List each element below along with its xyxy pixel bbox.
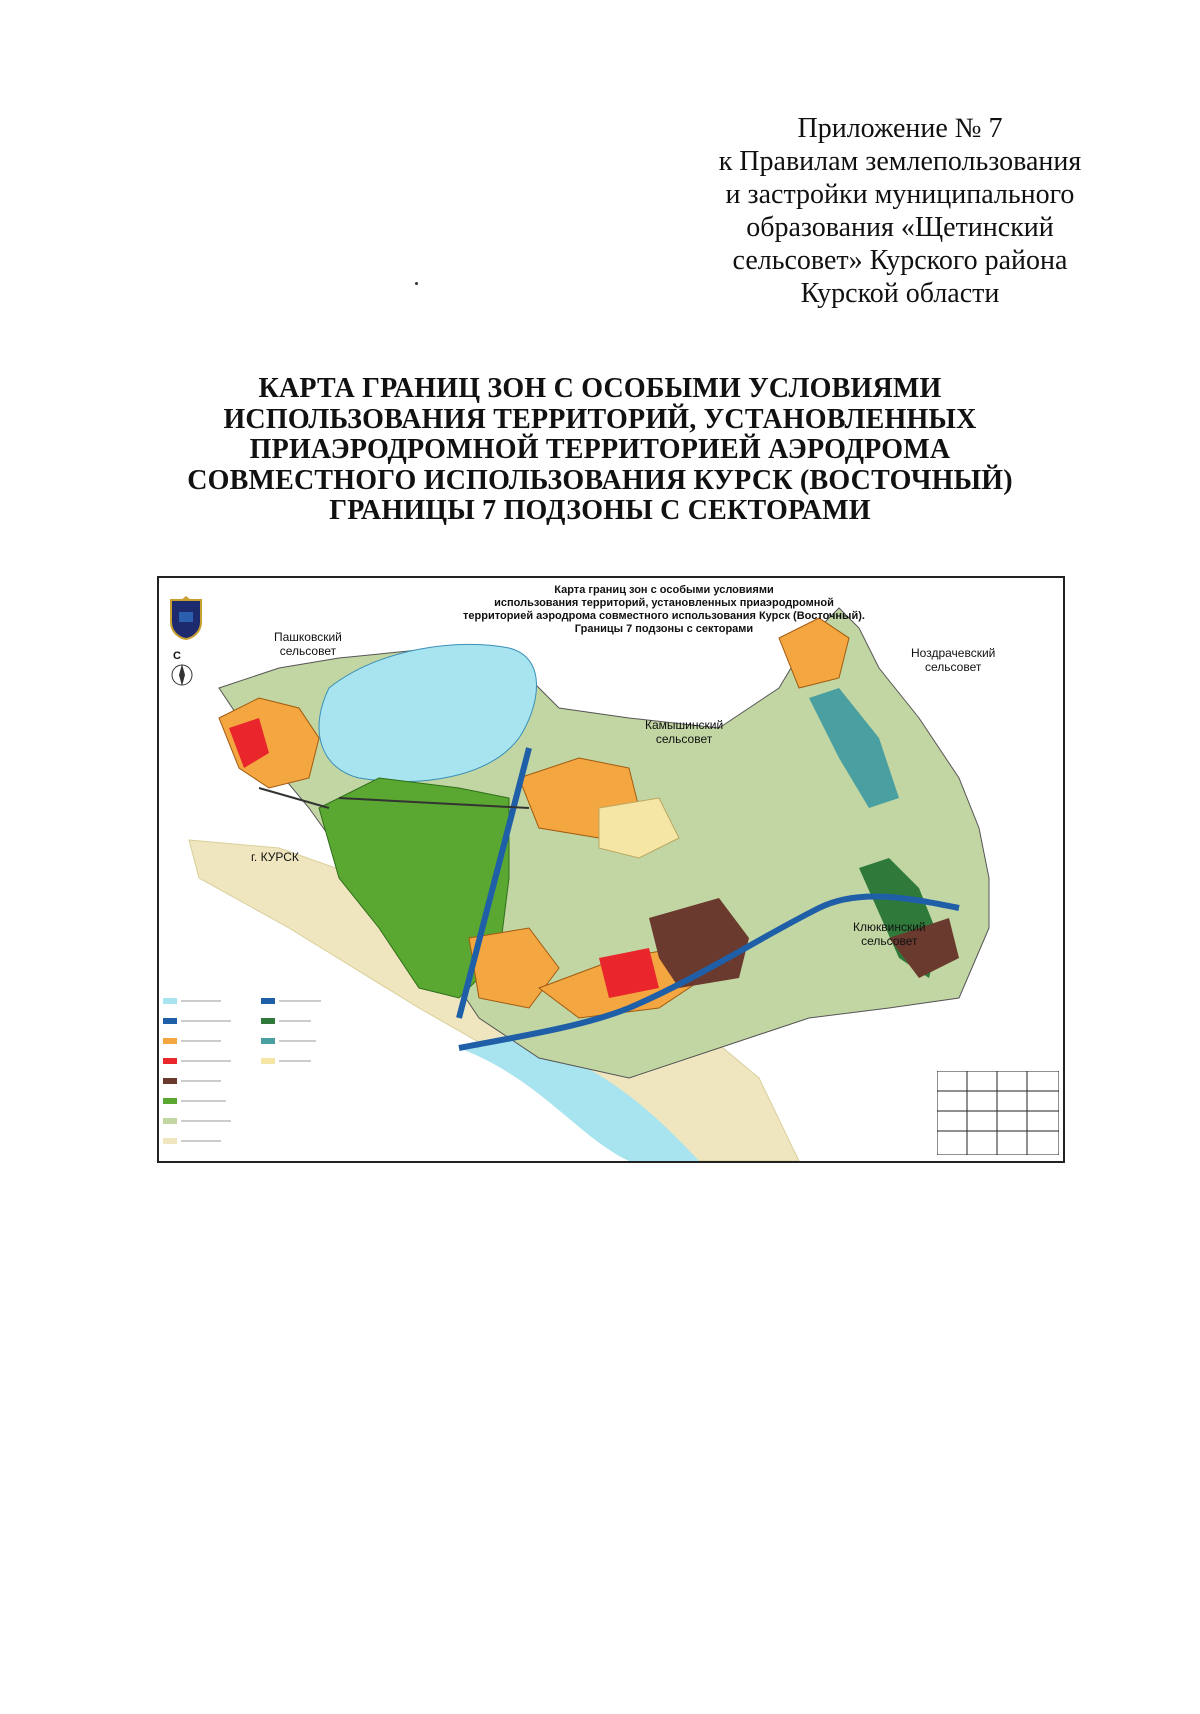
appendix-line: к Правилам землепользования (718, 146, 1082, 177)
place-line: сельсовет (279, 644, 337, 658)
place-kamyshinsky (645, 718, 723, 746)
map-title-line: Границы 7 подзоны с секторами (574, 623, 754, 635)
place-klyukvinsky (853, 920, 926, 948)
title-line: ПРИАЭРОДРОМНОЙ ТЕРРИТОРИЕЙ АЭРОДРОМА (249, 434, 951, 465)
coat-of-arms-icon (167, 594, 205, 640)
title-line: ИСПОЛЬЗОВАНИЯ ТЕРРИТОРИЙ, УСТАНОВЛЕННЫХ (223, 403, 977, 435)
place-line: Пашковский (274, 630, 342, 644)
document-title (120, 374, 1080, 527)
appendix-line: Курской области (800, 278, 1000, 309)
map-title (429, 584, 899, 636)
north-label: С (173, 650, 181, 662)
appendix-line: Приложение № 7 (797, 113, 1003, 144)
zoning-map (157, 576, 1065, 1163)
title-line: СОВМЕСТНОГО ИСПОЛЬЗОВАНИЯ КУРСК (ВОСТОЧНЫЙ) (187, 464, 1013, 496)
map-title-line: Карта границ зон с особыми условиями (554, 584, 774, 596)
place-pashkovsky (274, 630, 342, 658)
compass-rose-icon (169, 662, 195, 688)
appendix-header (690, 112, 1110, 310)
place-line: Ноздрачевский (911, 646, 996, 660)
place-line: сельсовет (925, 660, 982, 674)
scan-speck (415, 282, 418, 285)
title-line: КАРТА ГРАНИЦ ЗОН С ОСОБЫМИ УСЛОВИЯМИ (258, 373, 942, 404)
city-kursk: г. КУРСК (251, 850, 299, 864)
place-line: сельсовет (861, 934, 918, 948)
title-block-stamp (937, 1071, 1059, 1155)
appendix-line: сельсовет» Курского района (732, 245, 1068, 276)
map-title-line: использования территорий, установленных приаэродромной (494, 597, 834, 609)
map-title-line: территорией аэродрома совместного использования Курск (Восточный). (463, 610, 865, 622)
place-line: сельсовет (655, 732, 713, 746)
place-line: Клюквинский (853, 920, 926, 934)
place-line: Камышинский (645, 718, 724, 732)
appendix-line: и застройки муниципального (725, 179, 1075, 210)
title-line: ГРАНИЦЫ 7 ПОДЗОНЫ С СЕКТОРАМИ (329, 495, 871, 526)
place-nozdrachevsky (911, 646, 995, 674)
map-legend (161, 984, 361, 1154)
appendix-line: образования «Щетинский (746, 212, 1054, 243)
